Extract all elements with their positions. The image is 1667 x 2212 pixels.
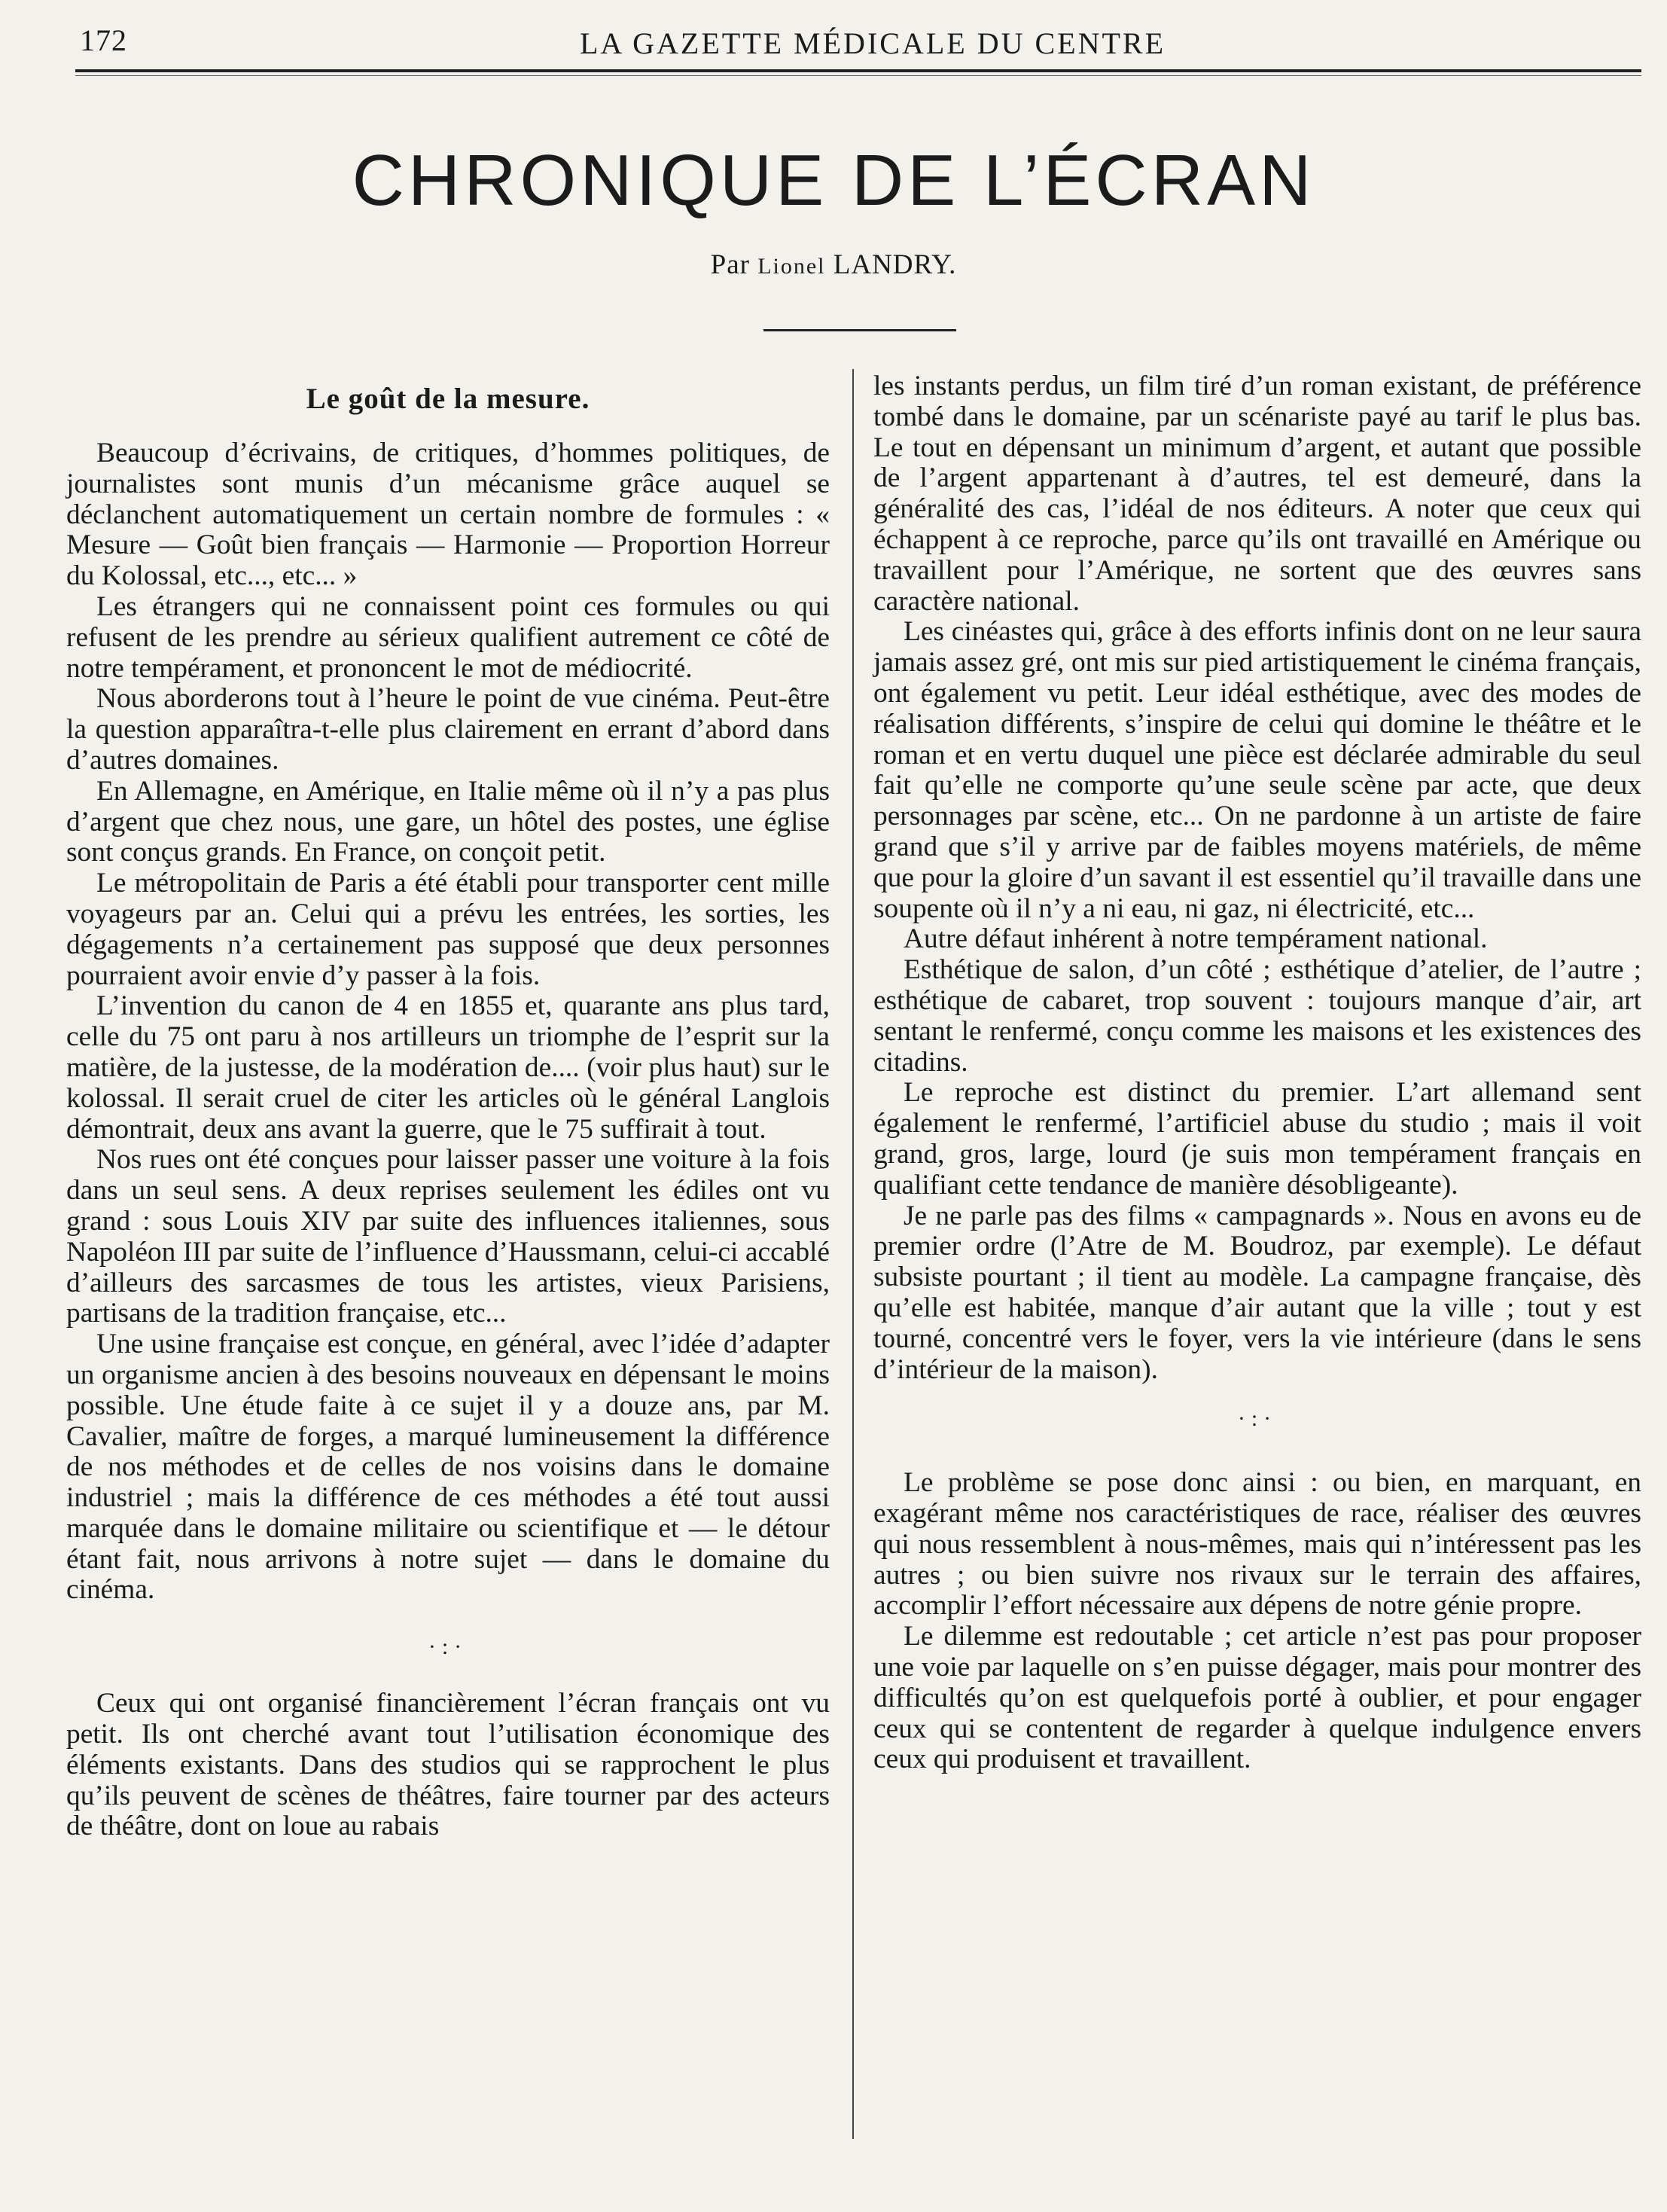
paragraph: Le problème se pose donc ainsi : ou bien, en marquant, en exagérant même nos caractéristiques de race, réaliser des œuvres qui nous ressemblent à nous-mêmes, mais qui n’intéressent pas les autres ; ou bien suivre nos rivaux sur le terrain des affaires, accomplir l’effort nécessaire aux dépens de notre génie propre. (873, 1467, 1641, 1622)
header-rule (75, 69, 1641, 72)
header-rule-thin (75, 75, 1641, 76)
author-first-name: Lionel (757, 254, 826, 279)
column-divider (852, 369, 854, 2139)
paragraph: En Allemagne, en Amérique, en Italie même où il n’y a pas plus d’argent que chez nous, une gare, un hôtel des postes, une église sont conçus grands. En France, on conçoit petit. (66, 775, 830, 868)
left-column (66, 384, 830, 1842)
byline (0, 249, 1667, 281)
running-title: LA GAZETTE MÉDICALE DU CENTRE (580, 26, 1166, 60)
paragraph: Une usine française est conçue, en général, avec l’idée d’adapter un organisme ancien à des besoins nouveaux en dépensant le moins possible. Une étude faite à ce sujet il y a douze ans, par M. Cavalier, maître de forges, a marqué lumineusement la différence de nos méthodes et de celles de nos voisins dans le domaine industriel ; mais la différence de ces méthodes a été tout aussi marquée dans le domaine militaire ou scientifique et — le détour étant fait, nous arrivons à notre sujet — dans le domaine du cinéma. (66, 1329, 830, 1606)
paragraph-continued: les instants perdus, un film tiré d’un roman existant, de préférence tombé dans le domaine, par un scénariste payé au tarif le plus bas. Le tout en dépensant un minimum d’argent, et autant que possible de l’argent appartenant à d’autres, tel est demeuré, dans la généralité des cas, l’idéal de nos éditeurs. A noter que ceux qui échappent à ce reproche, parce qu’ils ont travaillé en Amérique ou travaillent pour l’Amérique, ne sortent que des œuvres sans caractère national. (873, 371, 1641, 617)
section-heading: Le goût de la mesure. (306, 383, 590, 415)
author-last-name: LANDRY. (833, 249, 957, 280)
paragraph: Beaucoup d’écrivains, de critiques, d’hommes politiques, de journalistes sont munis d’un mécanisme grâce auquel se déclanchent automatiquement un certain nombre de formules : « Mesure — Goût bien français — Harmonie — Proportion Horreur du Kolossal, etc..., etc... » (66, 438, 830, 592)
paragraph: Le dilemme est redoutable ; cet article n’est pas pour proposer une voie par laquelle on s’en puisse dégager, mais pour montrer des difficultés qu’on est quelquefois porté à oublier, et pour engager ceux qui se contentent de regarder à quelque indulgence envers ceux qui produisent et travaillent. (873, 1621, 1641, 1775)
byline-prefix: Par (710, 249, 750, 280)
paragraph: Les étrangers qui ne connaissent point ces formules ou qui refusent de les prendre au sérieux qualifient autrement ce côté de notre tempérament, et prononcent le mot de médiocrité. (66, 590, 830, 684)
section-separator: ·:· (428, 1634, 468, 1660)
right-column (873, 371, 1641, 1775)
paragraph: Esthétique de salon, d’un côté ; esthétique d’atelier, de l’autre ; esthétique de cabaret, trop souvent : toujours manque d’air, art sentant le renfermé, conçu comme les maisons et les existences des citadins. (873, 954, 1641, 1078)
paragraph: Autre défaut inhérent à notre tempérament national. (904, 923, 1488, 955)
paragraph: Le reproche est distinct du premier. L’art allemand sent également le renfermé, l’artificiel abuse du studio ; mais il voit grand, gros, large, lourd (je suis mon tempérament français en qualifiant cette tendance de manière désobligeante). (873, 1077, 1641, 1201)
paragraph: L’invention du canon de 4 en 1855 et, quarante ans plus tard, celle du 75 ont paru à nos artilleurs un triomphe de l’esprit sur la matière, de la justesse, de la modération de.... (voir plus haut) sur le kolossal. Il serait cruel de citer les articles où le général Langlois démontrait, deux ans avant la guerre, que le 75 suffirait à tout. (66, 990, 830, 1145)
paragraph: Nos rues ont été conçues pour laisser passer une voiture à la fois dans un seul sens. A deux reprises seulement les édiles ont vu grand : sous Louis XIV par suite des influences italiennes, sous Napoléon III par suite de l’influence d’Haussmann, celui-ci accablé d’ailleurs des sarcasmes de tous les artistes, vieux Parisiens, partisans de la tradition française, etc... (66, 1144, 830, 1329)
paragraph: Les cinéastes qui, grâce à des efforts infinis dont on ne leur saura jamais assez gré, ont mis sur pied artistiquement le cinéma français, ont également vu petit. Leur idéal esthétique, avec des modes de réalisation différents, s’inspire de celui qui domine le théâtre et le roman et en vertu duquel une pièce est déclarée admirable du seul fait qu’elle ne comporte qu’une seule scène par acte, que deux personnages par scène, etc... On ne pardonne à un artiste de faire grand que s’il y arrive par de faibles moyens matériels, de même que pour la gloire d’un savant il est essentiel qu’il travaille dans une soupente où il n’y a ni eau, ni gaz, ni électricité, etc... (873, 616, 1641, 924)
title-rule (763, 329, 956, 331)
paragraph: Ceux qui ont organisé financièrement l’écran français ont vu petit. Ils ont cherché avant tout l’utilisation économique des éléments existants. Dans des studios qui se rapprochent le plus qu’ils peuvent de scènes de théâtres, faire tourner par des acteurs de théâtre, dont on loue au rabais (66, 1688, 830, 1842)
paragraph: Le métropolitain de Paris a été établi pour transporter cent mille voyageurs par an. Celui qui a prévu les entrées, les sorties, les dégagements n’a certainement pas supposé que deux personnes pourraient avoir envie d’y passer à la fois. (66, 868, 830, 991)
page-number: 172 (80, 23, 127, 57)
section-separator: ·:· (1237, 1406, 1278, 1432)
paragraph: Je ne parle pas des films « campagnards ». Nous en avons eu de premier ordre (l’Atre de M. Boudroz, par exemple). Le défaut subsiste pourtant ; il tient au modèle. La campagne française, dès qu’elle est habitée, manque d’air autant que la ville ; tout y est tourné, concentré vers le foyer, vers la vie intérieure (dans le sens d’intérieur de la maison). (873, 1200, 1641, 1385)
article-title: CHRONIQUE DE L’ÉCRAN (352, 140, 1315, 221)
paragraph: Nous aborderons tout à l’heure le point de vue cinéma. Peut-être la question apparaîtra-t-elle plus clairement en errant d’abord dans d’autres domaines. (66, 683, 830, 776)
